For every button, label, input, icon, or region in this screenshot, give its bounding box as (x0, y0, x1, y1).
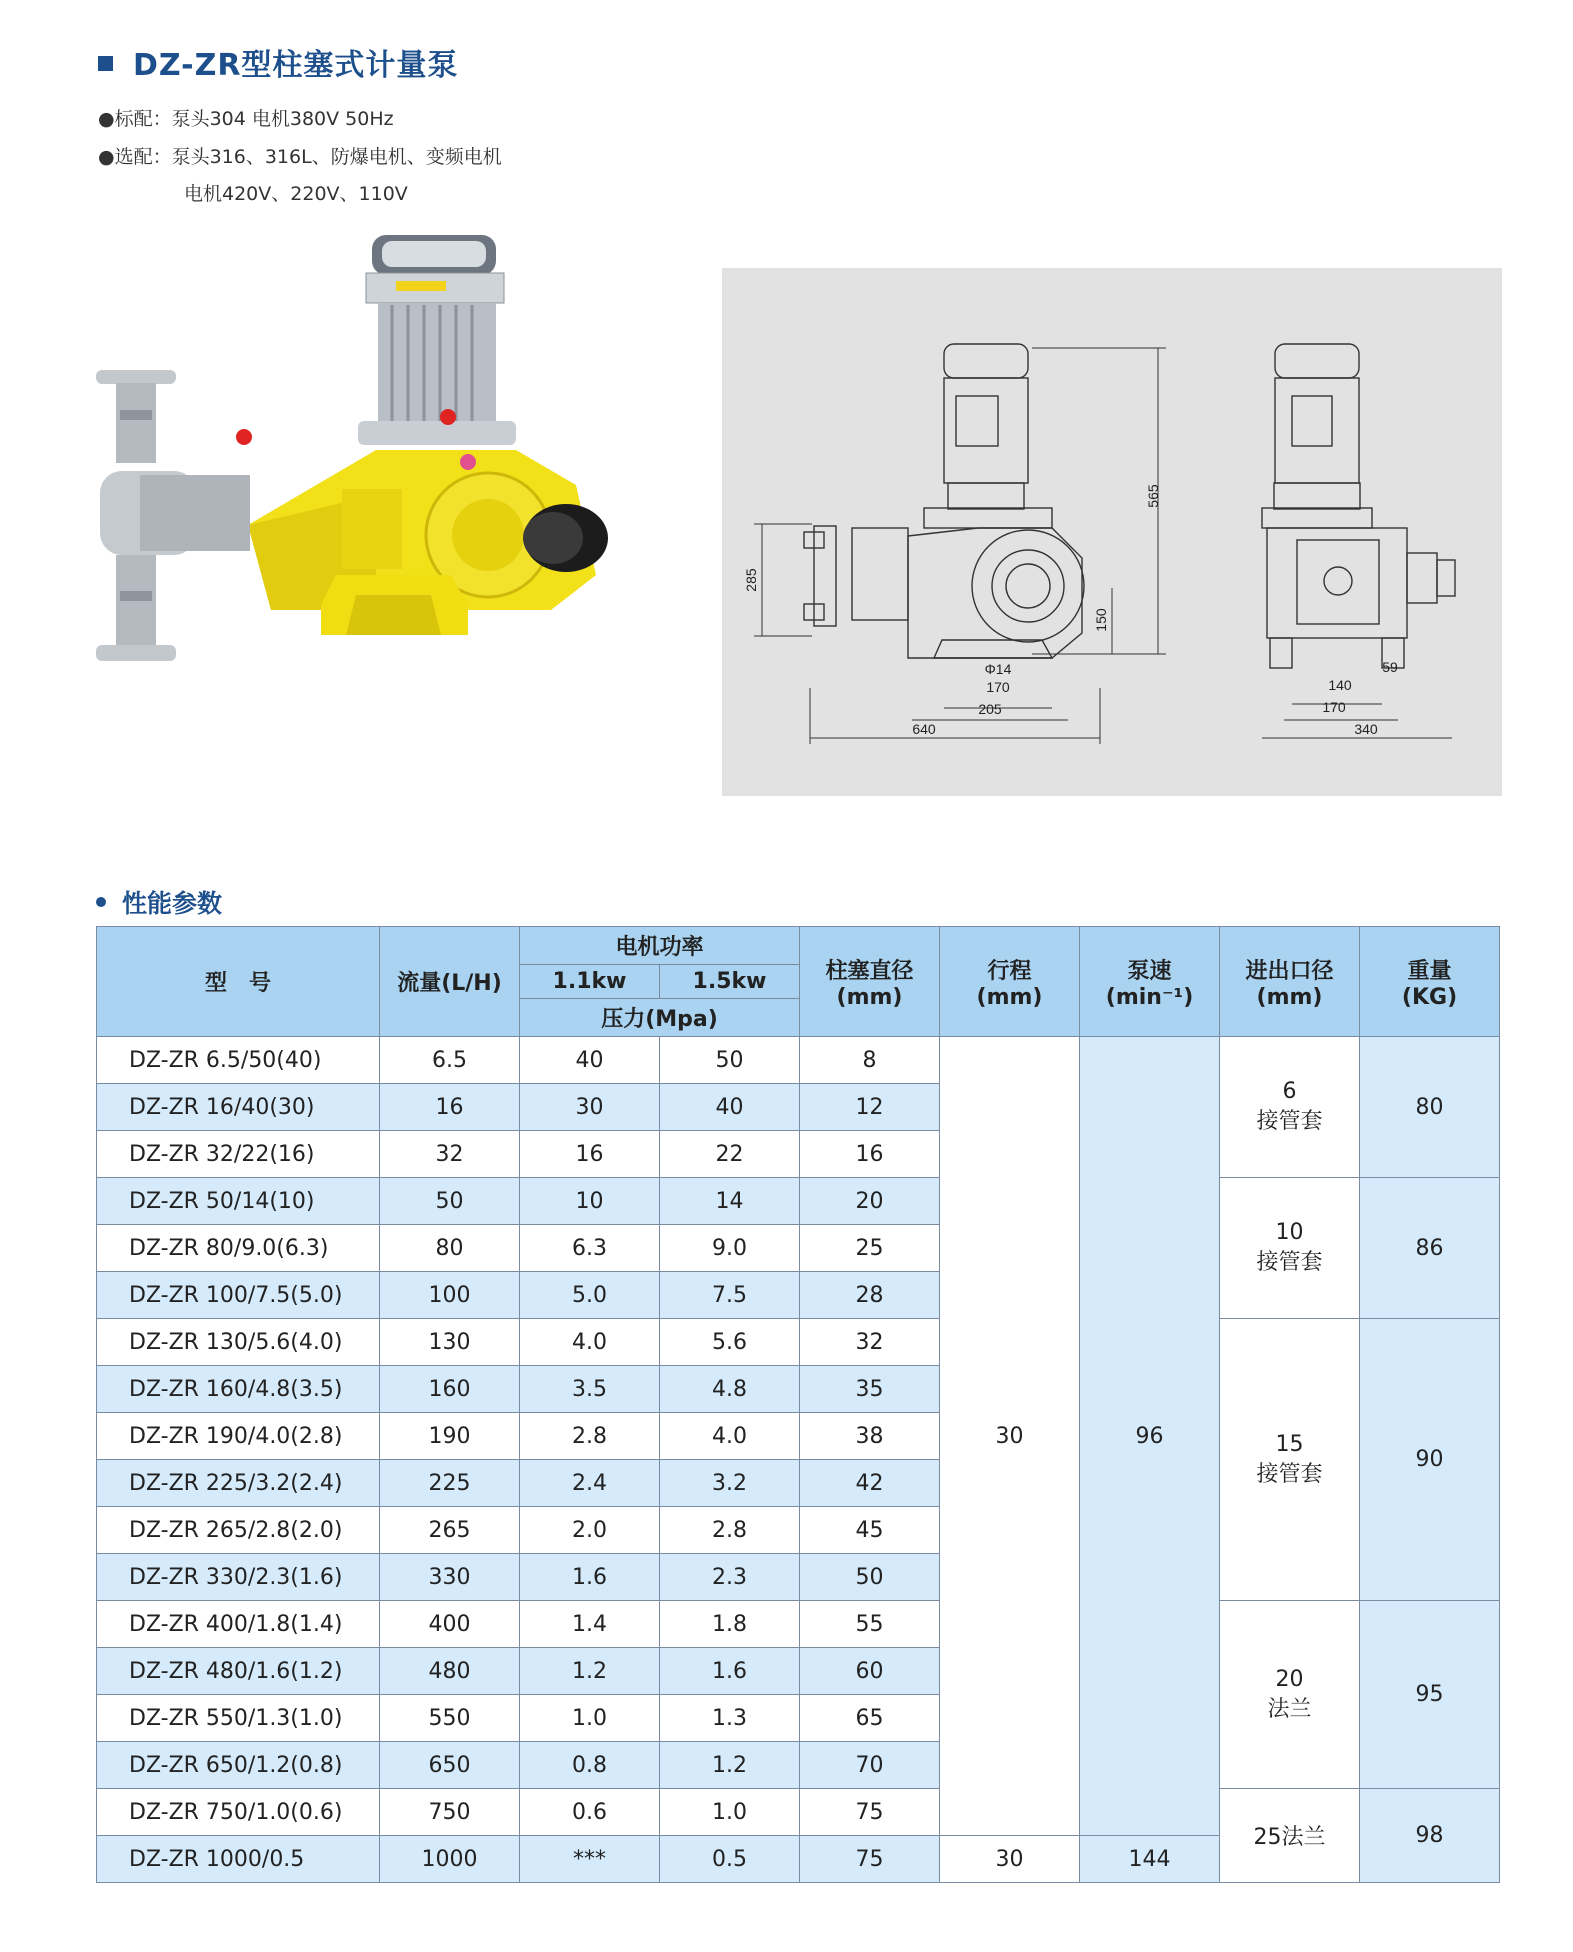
port-cell (1220, 1601, 1360, 1789)
table-row (97, 1178, 1500, 1225)
header-plunger-label: 柱塞直径 (825, 958, 914, 984)
plunger-cell: 25 (800, 1225, 940, 1272)
spec-optional-2: 电机420V、220V、110V (184, 183, 408, 205)
pressure-1-5kw-cell: 2.8 (660, 1507, 800, 1554)
plunger-cell: 8 (800, 1037, 940, 1084)
port-cell (1220, 1789, 1360, 1883)
port-type: 接管套 (1256, 1250, 1323, 1275)
model-cell: DZ-ZR 480/1.6(1.2) (97, 1648, 380, 1695)
pressure-1-5kw-cell: 0.5 (660, 1836, 800, 1883)
plunger-cell: 75 (800, 1836, 940, 1883)
pressure-1-1kw-cell: 5.0 (520, 1272, 660, 1319)
header-weight-label: 重量 (1407, 958, 1452, 984)
pressure-1-5kw-cell: 4.8 (660, 1366, 800, 1413)
pressure-1-1kw-cell: *** (520, 1836, 660, 1883)
plunger-cell: 45 (800, 1507, 940, 1554)
pressure-1-1kw-cell: 30 (520, 1084, 660, 1131)
section-title-text: 性能参数 (122, 889, 223, 918)
plunger-cell: 35 (800, 1366, 940, 1413)
stroke-cell: 30 (940, 1836, 1080, 1883)
page-title (98, 40, 458, 84)
header-stroke-label: 行程 (987, 958, 1032, 984)
flow-cell: 330 (380, 1554, 520, 1601)
dim-150: 150 (1093, 608, 1109, 632)
port-type: 法兰 (1267, 1696, 1312, 1722)
model-cell: DZ-ZR 400/1.8(1.4) (97, 1601, 380, 1648)
pressure-1-1kw-cell: 3.5 (520, 1366, 660, 1413)
port-type: 接管套 (1256, 1461, 1323, 1487)
port-size: 15 (1275, 1431, 1304, 1457)
model-cell: DZ-ZR 80/9.0(6.3) (97, 1225, 380, 1272)
header-pressure: 压力(Mpa) (520, 999, 800, 1037)
plunger-cell: 55 (800, 1601, 940, 1648)
dim-640: 640 (912, 721, 936, 737)
pressure-1-1kw-cell: 1.2 (520, 1648, 660, 1695)
header-stroke (940, 927, 1080, 1037)
spec-standard: ●标配：泵头304 电机380V 50Hz (98, 108, 394, 130)
header-model: 型 号 (97, 927, 380, 1037)
pressure-1-1kw-cell: 0.6 (520, 1789, 660, 1836)
model-cell: DZ-ZR 32/22(16) (97, 1131, 380, 1178)
plunger-cell: 38 (800, 1413, 940, 1460)
spec-optional: ●选配：泵头316、316L、防爆电机、变频电机 (98, 146, 502, 168)
port-size: 6 (1282, 1079, 1297, 1104)
plunger-cell: 50 (800, 1554, 940, 1601)
pressure-1-5kw-cell: 1.2 (660, 1742, 800, 1789)
header-weight-unit: (KG) (1401, 984, 1458, 1010)
model-cell: DZ-ZR 100/7.5(5.0) (97, 1272, 380, 1319)
weight-cell: 80 (1360, 1037, 1500, 1178)
pressure-1-1kw-cell: 6.3 (520, 1225, 660, 1272)
port-type: 接管套 (1256, 1109, 1323, 1134)
weight-cell: 95 (1360, 1601, 1500, 1789)
table-row (97, 1789, 1500, 1836)
weight-cell: 86 (1360, 1178, 1500, 1319)
flow-cell: 225 (380, 1460, 520, 1507)
model-cell: DZ-ZR 330/2.3(1.6) (97, 1554, 380, 1601)
pressure-1-1kw-cell: 2.4 (520, 1460, 660, 1507)
pressure-1-5kw-cell: 7.5 (660, 1272, 800, 1319)
dim-140: 140 (1328, 677, 1352, 693)
header-speed (1080, 927, 1220, 1037)
flow-cell: 750 (380, 1789, 520, 1836)
pressure-1-1kw-cell: 4.0 (520, 1319, 660, 1366)
model-cell: DZ-ZR 225/3.2(2.4) (97, 1460, 380, 1507)
header-weight (1360, 927, 1500, 1037)
model-cell: DZ-ZR 650/1.2(0.8) (97, 1742, 380, 1789)
pressure-1-1kw-cell: 1.0 (520, 1695, 660, 1742)
dot-bullet-icon (96, 897, 106, 907)
model-cell: DZ-ZR 750/1.0(0.6) (97, 1789, 380, 1836)
model-cell: DZ-ZR 265/2.8(2.0) (97, 1507, 380, 1554)
flow-cell: 480 (380, 1648, 520, 1695)
pressure-1-5kw-cell: 14 (660, 1178, 800, 1225)
dim-170-right: 170 (1322, 699, 1346, 715)
pressure-1-1kw-cell: 0.8 (520, 1742, 660, 1789)
port-cell (1220, 1319, 1360, 1601)
plunger-cell: 20 (800, 1178, 940, 1225)
dim-285: 285 (743, 568, 759, 592)
pressure-1-5kw-cell: 1.3 (660, 1695, 800, 1742)
flow-cell: 190 (380, 1413, 520, 1460)
pressure-1-5kw-cell: 4.0 (660, 1413, 800, 1460)
header-power-1-5kw: 1.5kw (660, 965, 800, 999)
pressure-1-5kw-cell: 1.8 (660, 1601, 800, 1648)
weight-cell: 90 (1360, 1319, 1500, 1601)
pressure-1-1kw-cell: 16 (520, 1131, 660, 1178)
table-row (97, 1601, 1500, 1648)
flow-cell: 550 (380, 1695, 520, 1742)
section-title (96, 884, 222, 920)
performance-table (96, 926, 1500, 1883)
flow-cell: 160 (380, 1366, 520, 1413)
dimension-drawing (722, 268, 1502, 796)
flow-cell: 265 (380, 1507, 520, 1554)
model-cell: DZ-ZR 130/5.6(4.0) (97, 1319, 380, 1366)
flow-cell: 1000 (380, 1836, 520, 1883)
table-row (97, 1037, 1500, 1084)
dim-phi14: Φ14 (984, 661, 1012, 677)
model-cell: DZ-ZR 6.5/50(40) (97, 1037, 380, 1084)
model-cell: DZ-ZR 160/4.8(3.5) (97, 1366, 380, 1413)
pressure-1-1kw-cell: 2.8 (520, 1413, 660, 1460)
header-port (1220, 927, 1360, 1037)
flow-cell: 400 (380, 1601, 520, 1648)
square-bullet-icon (98, 56, 113, 71)
flow-cell: 80 (380, 1225, 520, 1272)
flow-cell: 16 (380, 1084, 520, 1131)
plunger-cell: 12 (800, 1084, 940, 1131)
port-size: 10 (1275, 1220, 1304, 1245)
header-flow: 流量(L/H) (380, 927, 520, 1037)
dim-170-left: 170 (986, 679, 1010, 695)
header-power-1-1kw: 1.1kw (520, 965, 660, 999)
pressure-1-5kw-cell: 1.0 (660, 1789, 800, 1836)
pressure-1-5kw-cell: 9.0 (660, 1225, 800, 1272)
flow-cell: 32 (380, 1131, 520, 1178)
dim-59: 59 (1382, 659, 1398, 675)
pressure-1-5kw-cell: 3.2 (660, 1460, 800, 1507)
pump-photo (96, 235, 666, 835)
header-plunger (800, 927, 940, 1037)
stroke-cell: 30 (940, 1037, 1080, 1836)
header-motor-power: 电机功率 (520, 927, 800, 965)
dim-205: 205 (978, 701, 1002, 717)
header-stroke-unit: (mm) (976, 984, 1043, 1010)
plunger-cell: 70 (800, 1742, 940, 1789)
header-port-unit: (mm) (1256, 984, 1323, 1010)
model-cell: DZ-ZR 190/4.0(2.8) (97, 1413, 380, 1460)
flow-cell: 650 (380, 1742, 520, 1789)
title-text: DZ-ZR型柱塞式计量泵 (133, 48, 459, 83)
flow-cell: 100 (380, 1272, 520, 1319)
pressure-1-5kw-cell: 1.6 (660, 1648, 800, 1695)
table-row (97, 1319, 1500, 1366)
pressure-1-1kw-cell: 1.4 (520, 1601, 660, 1648)
port-cell (1220, 1178, 1360, 1319)
pressure-1-5kw-cell: 40 (660, 1084, 800, 1131)
pressure-1-5kw-cell: 2.3 (660, 1554, 800, 1601)
port-size: 20 (1275, 1666, 1304, 1692)
speed-cell: 144 (1080, 1836, 1220, 1883)
plunger-cell: 60 (800, 1648, 940, 1695)
pressure-1-5kw-cell: 5.6 (660, 1319, 800, 1366)
model-cell: DZ-ZR 50/14(10) (97, 1178, 380, 1225)
pressure-1-5kw-cell: 22 (660, 1131, 800, 1178)
plunger-cell: 32 (800, 1319, 940, 1366)
flow-cell: 130 (380, 1319, 520, 1366)
dim-340: 340 (1354, 721, 1378, 737)
header-port-label: 进出口径 (1245, 958, 1334, 984)
port-size: 25法兰 (1253, 1825, 1326, 1850)
flow-cell: 50 (380, 1178, 520, 1225)
model-cell: DZ-ZR 550/1.3(1.0) (97, 1695, 380, 1742)
pressure-1-1kw-cell: 2.0 (520, 1507, 660, 1554)
plunger-cell: 65 (800, 1695, 940, 1742)
header-speed-label: 泵速 (1127, 958, 1172, 984)
model-cell: DZ-ZR 16/40(30) (97, 1084, 380, 1131)
header-plunger-unit: (mm) (836, 984, 903, 1010)
plunger-cell: 42 (800, 1460, 940, 1507)
weight-cell: 98 (1360, 1789, 1500, 1883)
pressure-1-1kw-cell: 10 (520, 1178, 660, 1225)
plunger-cell: 16 (800, 1131, 940, 1178)
plunger-cell: 75 (800, 1789, 940, 1836)
header-speed-unit: (min⁻¹) (1105, 984, 1194, 1010)
plunger-cell: 28 (800, 1272, 940, 1319)
dim-565: 565 (1145, 484, 1161, 508)
pressure-1-1kw-cell: 1.6 (520, 1554, 660, 1601)
pressure-1-5kw-cell: 50 (660, 1037, 800, 1084)
flow-cell: 6.5 (380, 1037, 520, 1084)
speed-cell: 96 (1080, 1037, 1220, 1836)
pressure-1-1kw-cell: 40 (520, 1037, 660, 1084)
port-cell (1220, 1037, 1360, 1178)
model-cell: DZ-ZR 1000/0.5 (97, 1836, 380, 1883)
